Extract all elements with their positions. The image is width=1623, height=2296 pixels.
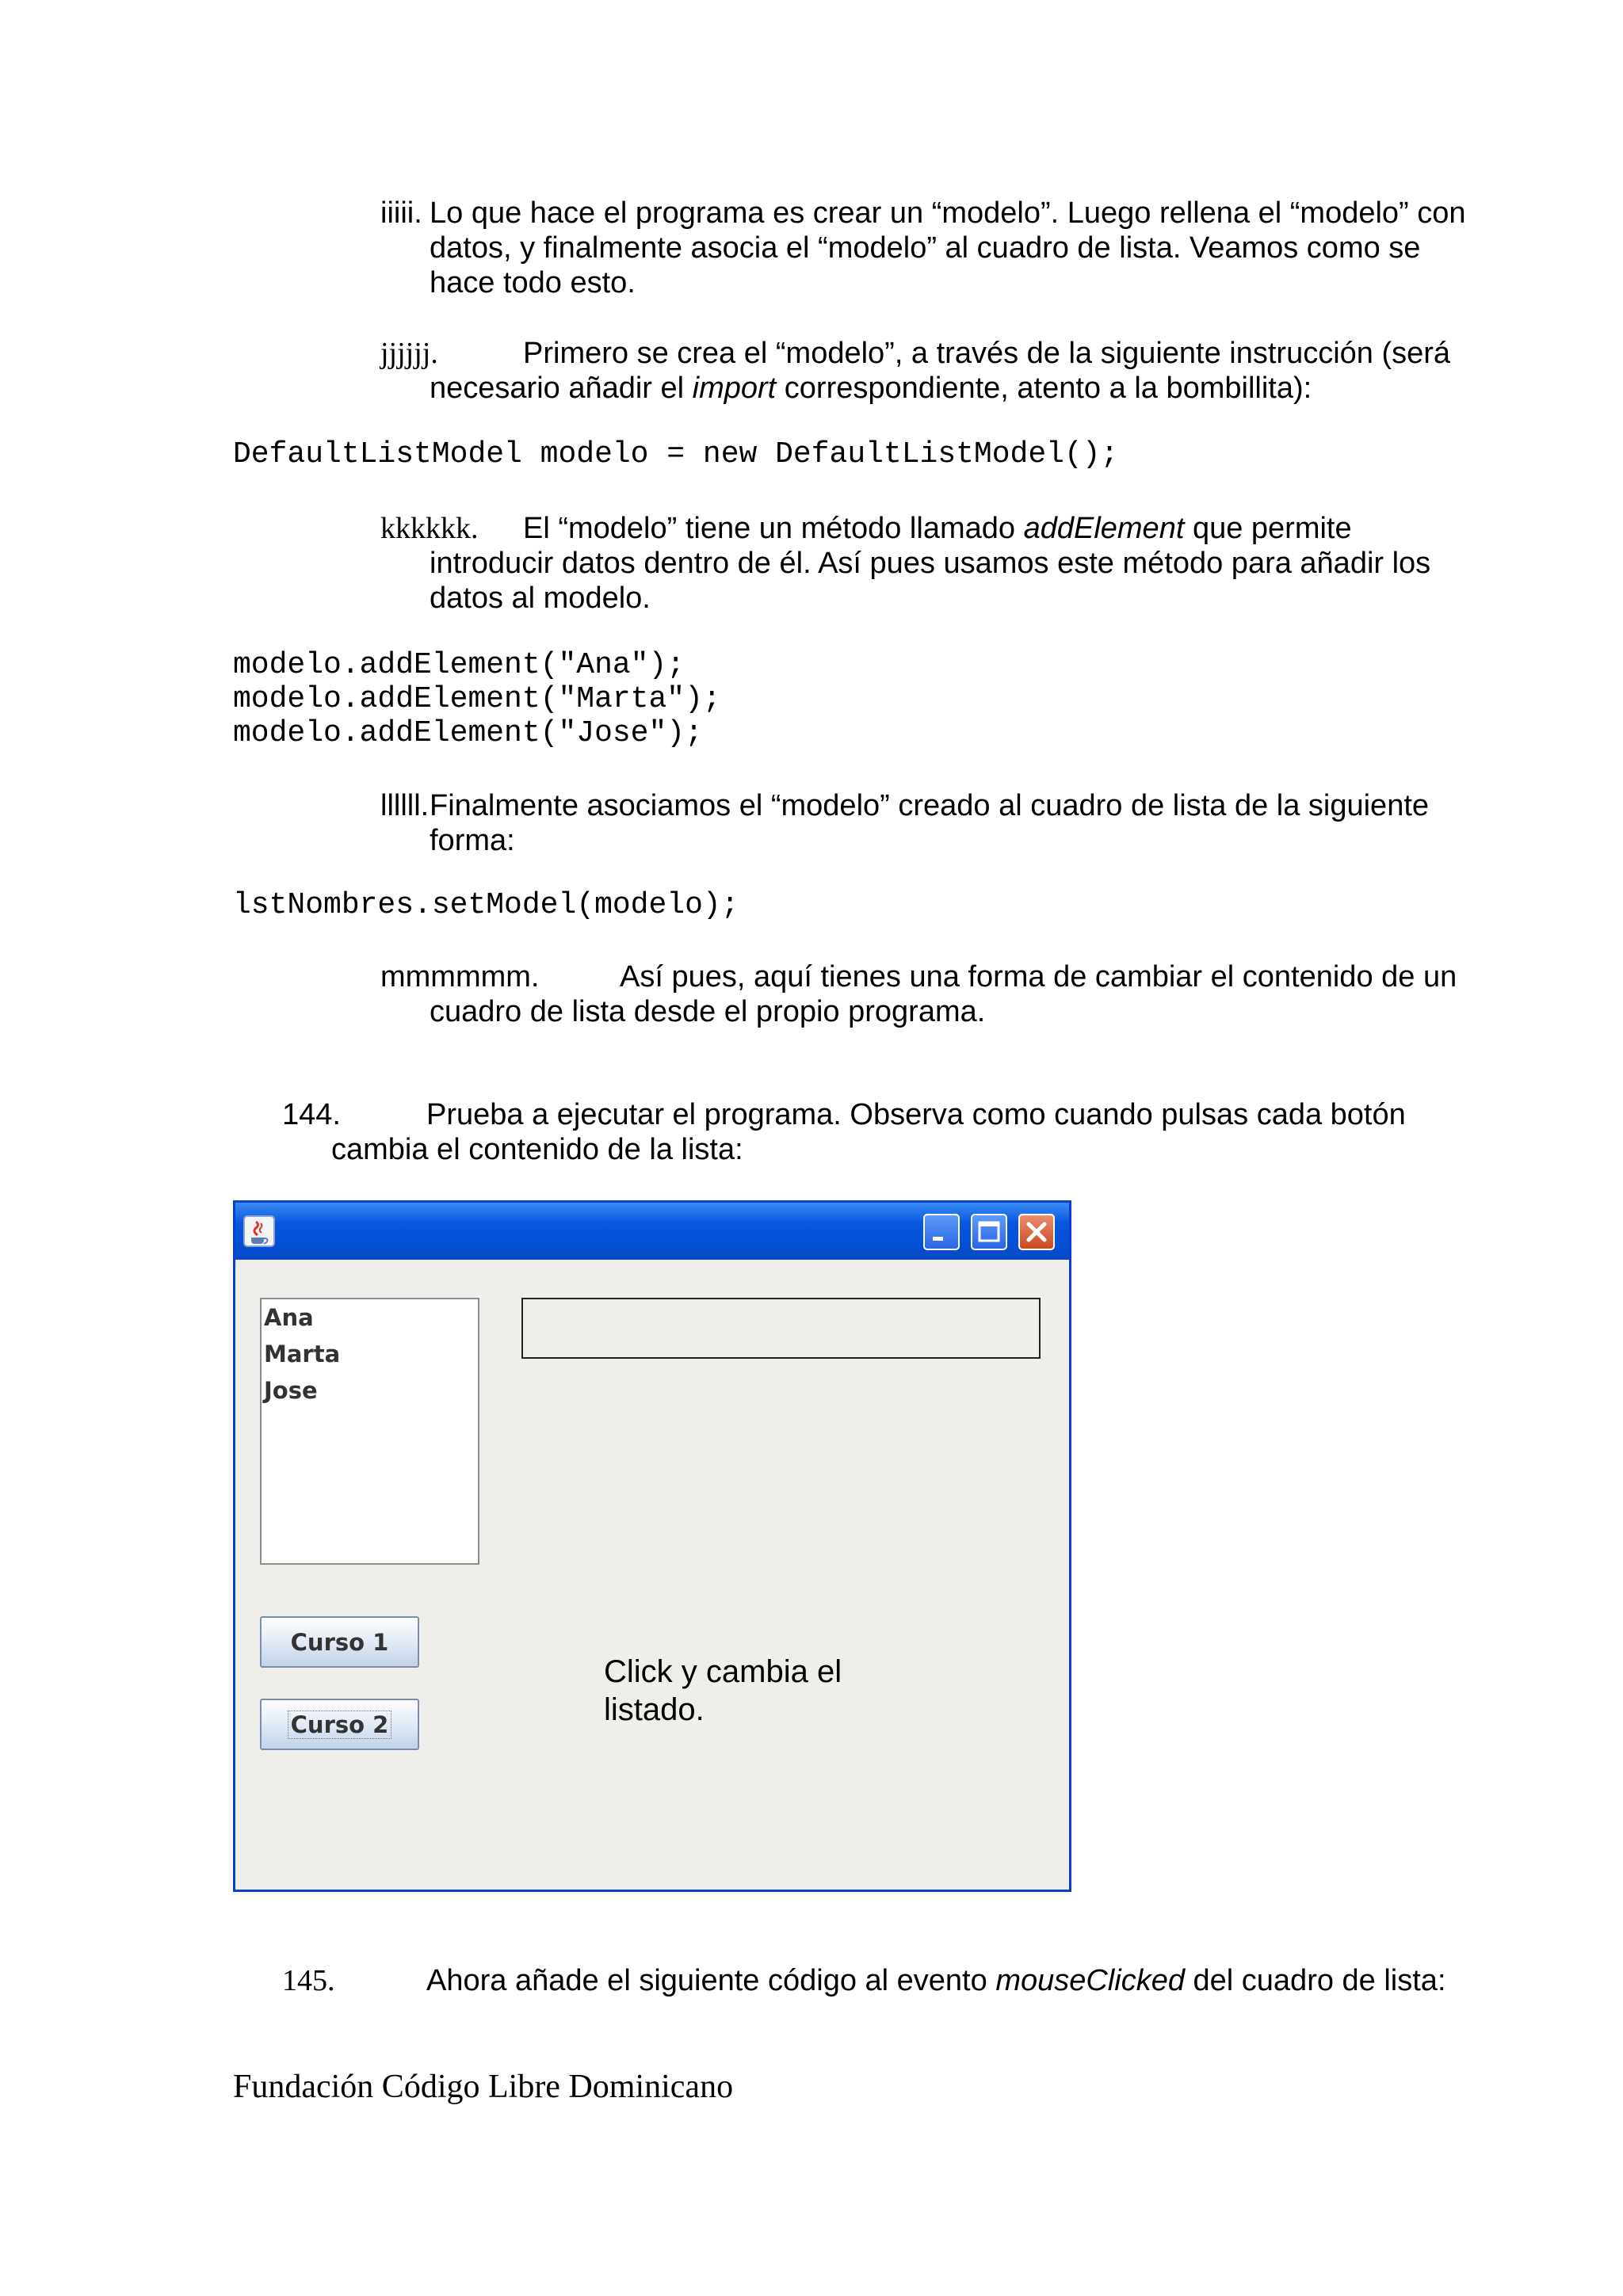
maximize-button[interactable] (971, 1214, 1007, 1250)
step-label: llllll. (380, 789, 430, 822)
step-text: introducir datos dentro de él. Así pues usamos este método para añadir los (430, 547, 1431, 580)
text-field[interactable] (521, 1298, 1041, 1359)
step-label: mmmmmm. (380, 960, 540, 994)
curso1-button[interactable] (260, 1616, 419, 1668)
step-label: 144. (282, 1098, 341, 1131)
names-list[interactable] (260, 1298, 479, 1565)
step-label: jjjjjj. (380, 337, 438, 370)
step-text: necesario añadir el import correspondiente, atento a la bombillita): (430, 372, 1312, 405)
note-line: Click y cambia el (604, 1654, 842, 1689)
step-text: Así pues, aquí tienes una forma de cambiar el contenido de un (620, 960, 1457, 994)
curso2-button[interactable] (260, 1699, 419, 1750)
step-label: kkkkkk. (380, 512, 479, 545)
step-text: Prueba a ejecutar el programa. Observa como cuando pulsas cada botón (426, 1098, 1406, 1131)
list-item[interactable]: Ana (264, 1304, 314, 1331)
step-label: 145. (282, 1964, 335, 1997)
code-line: DefaultListModel modelo = new DefaultListModel(); (233, 437, 1119, 471)
step-text: Primero se crea el “modelo”, a través de la siguiente instrucción (será (523, 337, 1451, 370)
step-text: datos al modelo. (430, 582, 651, 615)
list-item[interactable]: Marta (264, 1341, 341, 1367)
step-text: datos, y finalmente asocia el “modelo” al cuadro de lista. Veamos como se (430, 231, 1421, 265)
note-line: listado. (604, 1692, 705, 1727)
step-text: Lo que hace el programa es crear un “modelo”. Luego rellena el “modelo” con (430, 196, 1466, 230)
step-text: El “modelo” tiene un método llamado addElement que permite (523, 512, 1352, 545)
annotation-note (604, 1653, 842, 1729)
step-text: hace todo esto. (430, 266, 636, 299)
minimize-button[interactable] (923, 1214, 960, 1250)
java-window-screenshot (233, 1200, 1071, 1892)
window-titlebar (235, 1203, 1069, 1260)
step-text: cambia el contenido de la lista: (331, 1133, 743, 1166)
code-line: lstNombres.setModel(modelo); (233, 888, 739, 922)
step-text: Finalmente asociamos el “modelo” creado al cuadro de lista de la siguiente (430, 789, 1430, 822)
step-text: Ahora añade el siguiente código al evento mouseClicked del cuadro de lista: (426, 1964, 1446, 1997)
button-label: Curso 1 (290, 1628, 389, 1656)
close-button[interactable] (1018, 1214, 1055, 1250)
code-line: modelo.addElement("Ana"); (233, 648, 685, 682)
step-text: cuadro de lista desde el propio programa. (430, 995, 986, 1028)
list-item[interactable]: Jose (264, 1377, 318, 1404)
code-line: modelo.addElement("Marta"); (233, 682, 721, 716)
page-footer: Fundación Código Libre Dominicano (233, 2069, 734, 2105)
code-line: modelo.addElement("Jose"); (233, 716, 703, 750)
button-label: Curso 2 (288, 1711, 392, 1739)
java-cup-icon (243, 1215, 275, 1247)
step-text: forma: (430, 824, 515, 857)
step-label: iiiii. (380, 196, 422, 230)
